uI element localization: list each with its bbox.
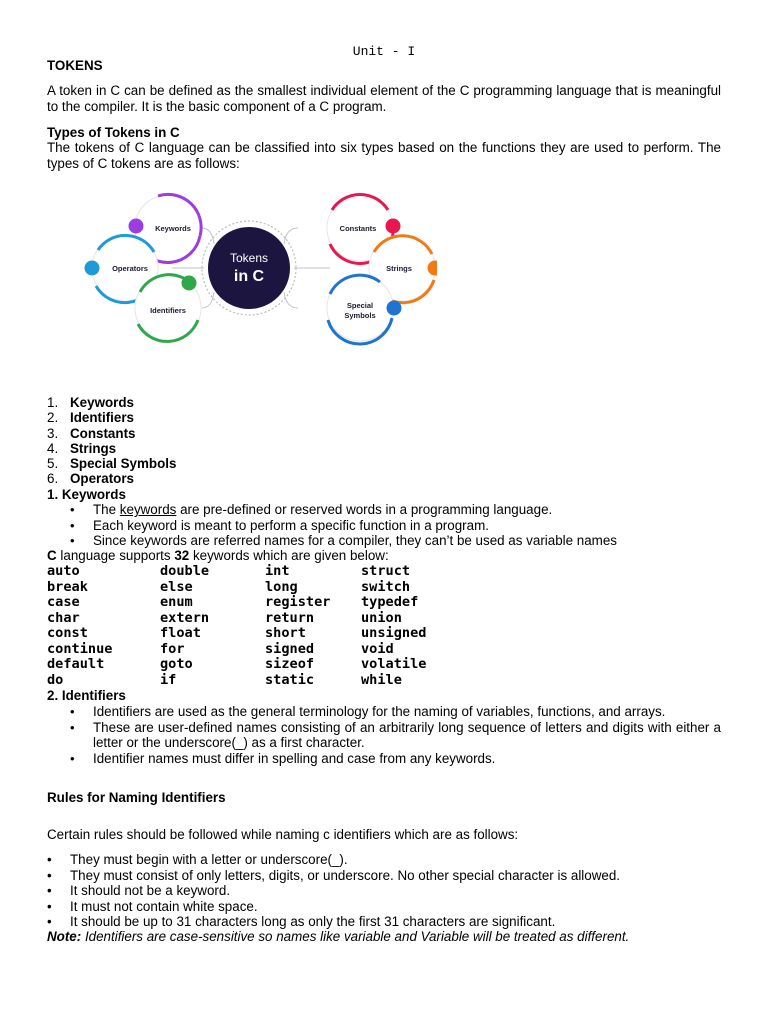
table-row: case enum register typedef	[47, 594, 419, 610]
table-row: char extern return union	[47, 609, 402, 626]
node-label-constants: Constants	[339, 224, 377, 233]
table-row: default goto sizeof volatile	[47, 656, 427, 672]
identifiers-dot	[182, 276, 197, 291]
list-item: 3. Constants	[47, 425, 136, 441]
bullet-icon: •	[70, 750, 75, 766]
node-label-strings: Strings	[386, 264, 412, 273]
constants-dot	[386, 219, 401, 234]
list-item: • These are user-defined names consisting of an arbitrarily long sequence of letters and digits with either a letter or the underscore(_) as a first character.	[70, 719, 721, 750]
note-label: Note:	[47, 929, 82, 944]
bullet-icon: •	[47, 898, 52, 914]
types-heading: Types of Tokens in C	[47, 125, 180, 140]
list-item: 2. Identifiers	[47, 410, 134, 426]
list-item: 5. Special Symbols	[47, 456, 177, 472]
rules-intro: Certain rules should be followed while naming c identifiers which are as follows:	[47, 827, 519, 842]
list-item: • It should be up to 31 characters long as only the first 31 characters are significant.	[47, 914, 556, 929]
keywords-dot	[129, 219, 144, 234]
list-item: • Since keywords are referred names for a compiler, they can’t be used as variable names	[70, 533, 617, 548]
table-row: auto double int struct	[47, 563, 411, 579]
node-label-special: Special	[346, 301, 374, 310]
keywords-count-line: C language supports 32 keywords which are given below:	[47, 548, 389, 563]
list-item: • They must consist of only letters, digits, or underscore. No other special character is allowed.	[47, 867, 621, 883]
list-item: • Identifiers are used as the general terminology for the naming of variables, functions, and arrays.	[70, 704, 666, 719]
special-symbols-dot	[387, 301, 402, 316]
center-label-line2: in C	[233, 268, 265, 285]
bullet-icon: •	[47, 867, 52, 883]
list-item: • Each keyword is meant to perform a specific function in a program.	[70, 517, 489, 533]
token-types-list	[47, 395, 176, 487]
keywords-table	[47, 564, 426, 688]
unit-title: Unit - I	[352, 44, 416, 59]
node-label-keywords: Keywords	[155, 224, 191, 233]
table-row: break else long switch	[47, 578, 411, 595]
rules-heading: Rules for Naming Identifiers	[47, 790, 226, 805]
list-item: 1. Keywords	[47, 395, 134, 410]
table-row: continue for signed void	[47, 640, 394, 657]
bullet-icon: •	[47, 914, 52, 929]
keywords-link[interactable]: keywords	[119, 502, 177, 517]
list-item: • It must not contain white space.	[47, 898, 258, 914]
bullet-icon: •	[70, 533, 75, 548]
list-item: • Identifier names must differ in spelling and case from any keywords.	[70, 750, 496, 766]
list-item: 6. Operators	[47, 471, 134, 487]
intro-paragraph: A token in C can be defined as the smallest individual element of the C programming language that is meaningful to the compiler. It is the basic component of a C program.	[47, 83, 721, 114]
operators-dot	[85, 261, 100, 276]
list-item: 4. Strings	[47, 440, 117, 456]
identifiers-heading: 2. Identifiers	[47, 688, 126, 703]
bullet-icon: •	[70, 719, 75, 735]
identifiers-bullets	[70, 704, 721, 766]
tokens-diagram	[62, 188, 437, 348]
bullet-icon: •	[70, 517, 75, 533]
node-label-identifiers: Identifiers	[150, 306, 186, 315]
note: Note: Identifiers are case-sensitive so names like variable and Variable will be treated as different.	[47, 929, 630, 944]
keywords-bullets	[70, 502, 721, 549]
list-item: • They must begin with a letter or underscore(_).	[47, 852, 348, 867]
node-identifiers	[135, 275, 201, 342]
node-label-operators: Operators	[112, 264, 148, 273]
list-item: • It should not be a keyword.	[47, 883, 231, 898]
bullet-icon: •	[47, 883, 52, 898]
bullet-icon: •	[70, 704, 75, 719]
keywords-heading: 1. Keywords	[47, 487, 126, 502]
table-row: const float short unsigned	[47, 625, 427, 641]
types-paragraph: The tokens of C language can be classified into six types based on the functions they are used to perform. The types of C tokens are as follows:	[47, 140, 721, 171]
node-label-symbols: Symbols	[344, 311, 376, 320]
heading-tokens: TOKENS	[47, 58, 103, 73]
center-label-line1: Tokens	[229, 251, 269, 265]
list-item: • The keywords are pre-defined or reserved words in a programming language.	[70, 502, 553, 517]
bullet-icon: •	[70, 502, 75, 517]
table-row: do if static while	[47, 671, 402, 688]
bullet-icon: •	[47, 852, 52, 867]
rules-list	[47, 852, 620, 930]
